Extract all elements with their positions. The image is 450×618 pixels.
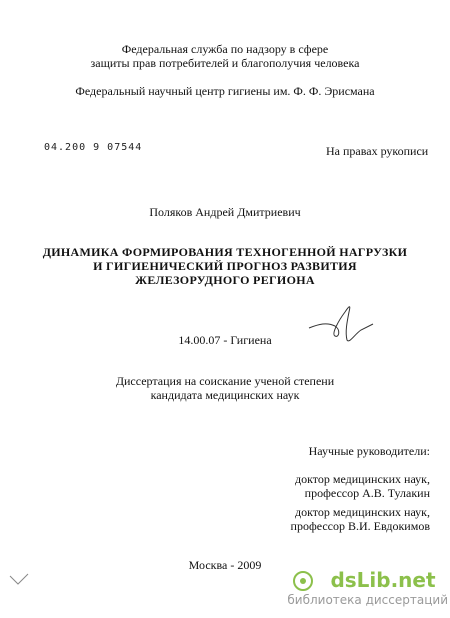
rights-notice: На правах рукописи	[326, 144, 429, 158]
title-line-1: ДИНАМИКА ФОРМИРОВАНИЯ ТЕХНОГЕННОЙ НАГРУЗКИ	[42, 245, 408, 259]
agency-line-2: защиты прав потребителей и благополучия человека	[90, 56, 360, 70]
agency-line-1: Федеральная служба по надзору в сфере	[121, 42, 329, 56]
watermark-caption: библиотека диссертаций	[287, 593, 448, 607]
supervisor-2-name: профессор В.И. Евдокимов	[290, 519, 430, 533]
scan-mark-icon	[8, 572, 30, 588]
degree-line-2: кандидата медицинских наук	[150, 388, 300, 402]
supervisor-2-degree: доктор медицинских наук,	[295, 505, 430, 519]
degree-line-1: Диссертация на соискание ученой степени	[115, 374, 335, 388]
title-line-3: ЖЕЛЕЗОРУДНОГО РЕГИОНА	[135, 273, 315, 287]
handwritten-signature	[305, 300, 375, 350]
watermark-logo: dsLib.net	[330, 568, 436, 592]
specialty-code: 14.00.07 - Гигиена	[178, 333, 272, 347]
author-name: Поляков Андрей Дмитриевич	[149, 205, 301, 219]
research-center-line: Федеральный научный центр гигиены им. Ф. Ф. Эрисмана	[75, 84, 375, 98]
supervisor-1-degree: доктор медицинских наук,	[295, 472, 430, 486]
registration-stamp: 04.200 9 07544	[44, 142, 143, 153]
city-year: Москва - 2009	[188, 558, 262, 572]
title-line-2: И ГИГИЕНИЧЕСКИЙ ПРОГНОЗ РАЗВИТИЯ	[93, 259, 357, 273]
dslib-logo-icon	[292, 570, 314, 592]
supervisors-heading: Научные руководители:	[308, 444, 430, 458]
supervisor-1-name: профессор А.В. Тулакин	[304, 486, 430, 500]
